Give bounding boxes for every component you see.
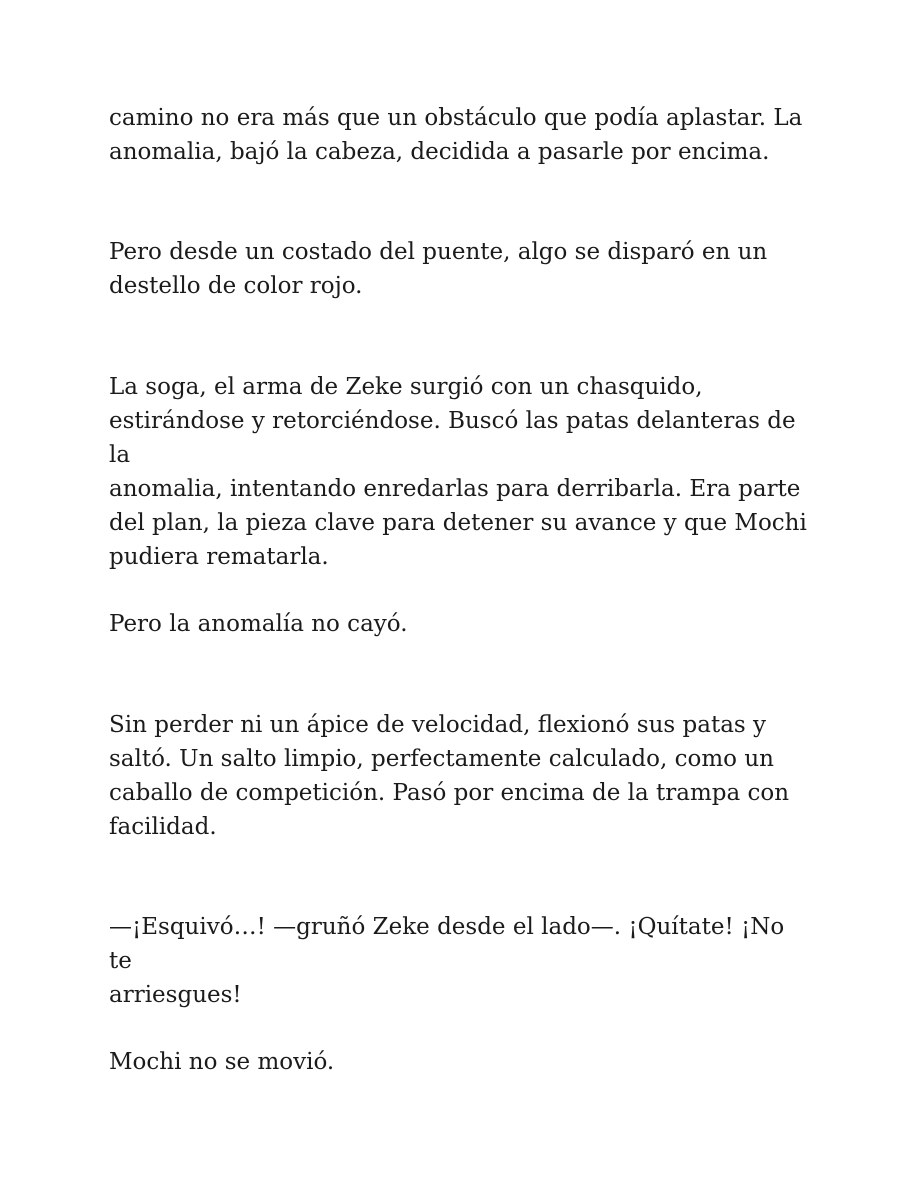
- story-paragraph: La soga, el arma de Zeke surgió con un chasquido, estirándose y retorciéndose. Buscó las patas delanteras de la anomalia, intentando enredarlas para derribarla. Era parte del plan, la pieza clave para detener su avance y que Mochi pudiera rematarla.: [109, 374, 807, 570]
- dialogue-paragraph: —¡Esquivó…! —gruñó Zeke desde el lado—. ¡Quítate! ¡No te arriesgues!: [109, 914, 785, 1008]
- story-paragraph: Mochi no se movió.: [109, 1049, 335, 1075]
- story-paragraph: Pero la anomalía no cayó.: [109, 611, 408, 637]
- story-paragraph: Sin perder ni un ápice de velocidad, flexionó sus patas y saltó. Un salto limpio, perfectamente calculado, como un caballo de competición. Pasó por encima de la trampa con facilidad.: [109, 712, 790, 840]
- story-paragraph: camino no era más que un obstáculo que podía aplastar. La anomalia, bajó la cabeza, decidida a pasarle por encima.: [109, 105, 803, 165]
- story-paragraph: Pero desde un costado del puente, algo se disparó en un destello de color rojo.: [109, 239, 768, 299]
